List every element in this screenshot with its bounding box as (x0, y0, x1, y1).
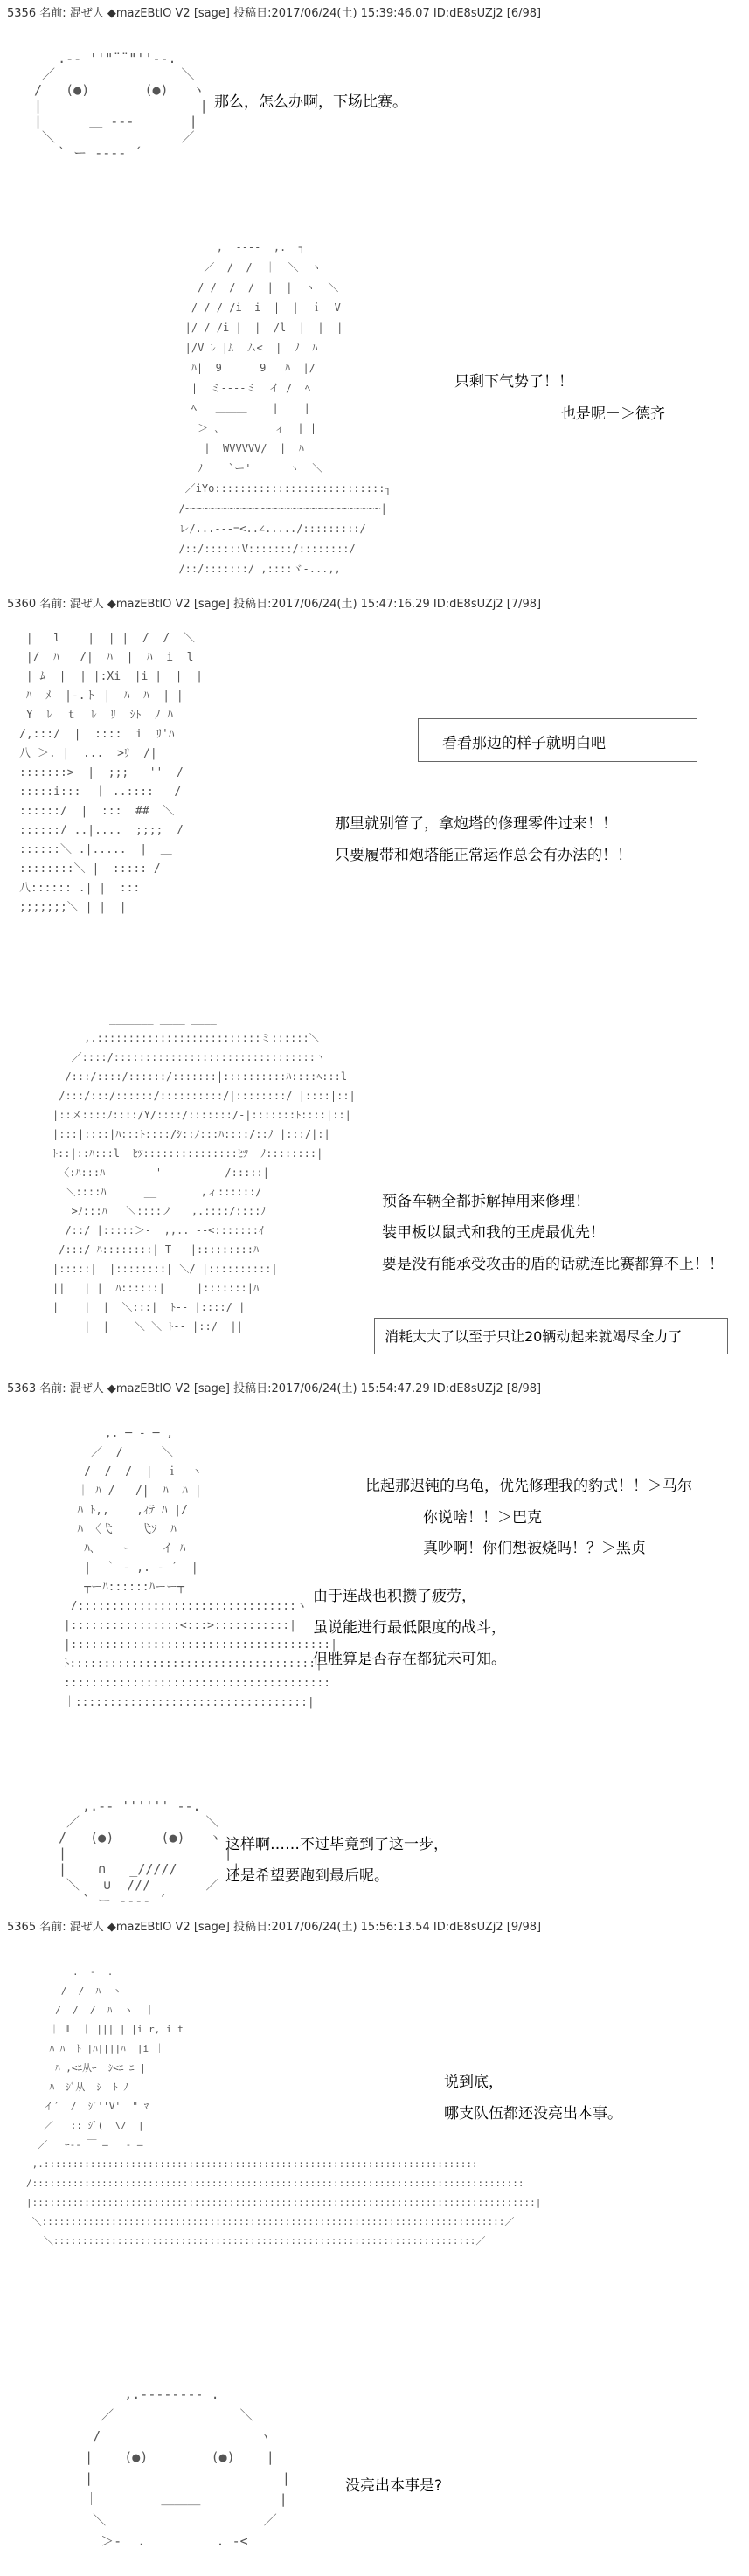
dialogue-line: 那里就别管了，拿炮塔的修理零件过来！！ (335, 815, 617, 833)
dialogue-line: 你说啥！！＞巴克 (423, 1509, 542, 1527)
ascii-art-face: .-‐ ''"¨¨"''‐-. ／ ＼ / (●) (●) ヽ | | | ＿ -‐- | ＼ ／ ` ー ‐‐‐‐ ´ (34, 51, 208, 161)
ascii-art-face: ,.-‐‐‐‐‐‐- . ／ ＼ / ヽ | (●) (●) | | | ｜ ＿＿＿ | ＼ ／ ＞- . . -< (85, 2386, 290, 2549)
dialogue-line: 哪支队伍都还没亮出本事。 (444, 2105, 622, 2122)
dialogue-line: 消耗太大了以至于只让20辆动起来就竭尽全力了 (385, 1328, 683, 1345)
ascii-art-girl: _______ ____ ____ ,.::::::::::::::::::::::::::ミ::::::＼ ／::::/::::::::::::::::::::::::::::::::ヽ /:::/::::/::::::/:::::::|::::::::::ﾊ::::ﾍ:::l /:::/:::/::::::/::::::::::/|::::::::/ |::::|::| |::メ::::ﾉ::::/Y/::::/:::::::/-|:::::::ﾄ::::|::| |:::|::::|ﾊ:::ﾄ::::/ｼ::ﾉ:::ﾊ::::/::ﾉ |:::/|:| ﾄ::|::ﾊ:::l ﾋﾂ:::::::::::::::ﾋﾂ ﾉ::::::::| 〈:ﾊ:::ﾊ ' /:::::| ＼::::ﾊ __ ,ィ::::::/ >ﾉ:::ﾊ ＼::::ノ ,.::::/::::ﾉ /::/ |:::::＞- ,,.. -‐<:::::::ｲ /:::/ ﾊ::::::::| T |:::::::::ﾊ |:::::| |::::::::| ＼/ |::::::::::| || | | ﾊ::::::| |:::::::|ﾊ | | | ＼:::| ﾄ‐‐ |::::/ | | | ＼ ＼ ﾄ‐‐ |::/ || (52, 1013, 356, 1333)
dialogue-line: 预备车辆全都拆解掉用来修理！ (382, 1193, 590, 1210)
ascii-art-girl: . - . / / ﾊ ヽ / / / ﾊ ヽ ｜ ｜ Ⅱ ｜ ||| | |i r, i t ﾊ ﾊ ﾄ |ﾊ||||ﾊ |i ｜ ﾊ ,<ﾆ从ｰ ｼ<ﾆ ﾆ | ﾊ ｼﾞ从 ｼ ﾄ ﾉ イ´ / ｼﾞ''V' " ﾏ ／ :: ｼﾞ( \/ | ／ ｰ‐‐ ￣ ― ‐ ― ,.::::::::::::::::::::::::::::::::::::::::::::::::::::::::::::::::::::::::::: /::::::::::::::::::::::::::::::::::::::::::::::::::::::::::::::::::::::::::::::::::::: |:::::::::::::::::::::::::::::::::::::::::::::::::::::::::::::::::::::::::::::::::::::::| ＼::::::::::::::::::::::::::::::::::::::::::::::::::::::::::::::::::::::::::::::::／ ＼:::::::::::::::::::::::::::::::::::::::::::::::::::::::::::::::::::::::::／ (26, 1966, 542, 2247)
dialogue-line: 只剩下气势了！！ (454, 373, 573, 391)
dialogue-line: 说到底， (444, 2074, 503, 2091)
post-header: 5356 名前: 混ぜ人 ◆mazEBtlO V2 [sage] 投稿日:2017/06/24(土) 15:39:46.07 ID:dE8sUZj2 [6/98] (7, 7, 542, 20)
dialogue-line: 真吵啊！你们想被烧吗！？＞黑贞 (423, 1540, 646, 1557)
dialogue-line: 也是呢－＞德齐 (561, 405, 665, 423)
dialogue-line: 那么，怎么办啊，下场比赛。 (214, 93, 407, 111)
post-header: 5365 名前: 混ぜ人 ◆mazEBtlO V2 [sage] 投稿日:2017/06/24(土) 15:56:13.54 ID:dE8sUZj2 [9/98] (7, 1921, 542, 1934)
dialogue-line: 只要履带和炮塔能正常运作总会有办法的！！ (335, 847, 632, 864)
post-header: 5363 名前: 混ぜ人 ◆mazEBtlO V2 [sage] 投稿日:2017/06/24(土) 15:54:47.29 ID:dE8sUZj2 [8/98] (7, 1382, 542, 1395)
dialogue-line: 比起那迟钝的乌龟，优先修理我的豹式！！＞马尔 (365, 1478, 692, 1495)
ascii-art-crowd: | l | | | / / ＼ |/ ﾊ /| ﾊ | ﾊ i l | ﾑ | | |:Xi |i | | | ﾊ ﾒ |-.ト | ﾊ ﾊ | | Y ﾚ ｔ ﾚ ﾘ ｼﾄ ﾉ ﾊ /,:::/ | :::: i ﾘ'ﾊ 八 ＞. | ... >ﾘ /| :::::::> | ;;; '' / :::::i::: ｜ ..:::: / ::::::/ | ::: ## ＼ ::::::/ ..|.... ;;;; / ::::::＼ .|..... | ＿ ::::::::＼ | ::::: / 八:::::: .| | ::: ;;;;;;;＼ | | | (19, 632, 203, 914)
dialogue-line: 要是没有能承受攻击的盾的话就连比赛都算不上！！ (382, 1256, 724, 1273)
ascii-art-girl: ,. ─ - ─ , ／ / ｜ ＼ / / / | ｉ ヽ ｜ ﾊ / /| ﾊ ﾊ | ﾊ ﾄ,, ,ｨﾃ ﾊ |/ ﾊ 〈弋 弋ｿ ﾊ ﾊ､ ー イ ﾊ | ｀ ‐ ,. ‐ ´ | ┬ーﾊ::::::ﾊーー┬ /::::::::::::::::::::::::::::::::ヽ |::::::::::::::::<:::>:::::::::::| |::::::::::::::::::::::::::::::::::::::| ﾄ::::::::::::::::::::::::::::::::::::| ::::::::::::::::::::::::::::::::::::::: ｜::::::::::::::::::::::::::::::::::| (63, 1427, 337, 1709)
ascii-art-girl: , -‐‐- ,. ┐ ／ / / ｜ ＼ ヽ / / / / | | ヽ ＼ / / / /i i | | ｉ V |/ / /i | | /l | | | |/V ﾚ |ﾑ ム< | ﾉ ﾊ ﾊ| 9 9 ﾊ |/ | ミ-‐‐‐ミ イ / ﾍ ﾍ ＿＿＿ | | | ＞ ､ ＿ ィ | | | WVVVVV/ | ﾊ ﾉ `ー' ヽ ＼ ／iYo:::::::::::::::::::::::::::┐ /~~~~~~~~~~~~~~~~~~~~~~~~~~~~~~~| レ/...---=<..∠...../:::::::::/ /::/::::::V:::::::/::::::::/ /::/:::::::/ ,::::ヾ-...,, (178, 241, 392, 575)
dialogue-line: 看看那边的样子就明白吧 (442, 735, 606, 752)
dialogue-line: 装甲板以鼠式和我的王虎最优先！ (382, 1224, 605, 1242)
ascii-art-face: ,.-‐ '''''' ‐-. ／ ＼ / (●) (●) ヽ | | | ∩ _///// | ＼ ∪ /// ／ ` ー ‐‐‐‐ ´ (59, 1798, 240, 1908)
dialogue-line: 虽说能进行最低限度的战斗， (313, 1619, 506, 1637)
dialogue-line: 还是希望要跑到最后呢。 (225, 1867, 389, 1885)
dialogue-line: 这样啊……不过毕竟到了这一步， (225, 1836, 448, 1853)
dialogue-line: 但胜算是否存在都犹未可知。 (313, 1651, 506, 1668)
dialogue-line: 没亮出本事是? (345, 2477, 443, 2495)
post-header: 5360 名前: 混ぜ人 ◆mazEBtlO V2 [sage] 投稿日:2017/06/24(土) 15:47:16.29 ID:dE8sUZj2 [7/98] (7, 598, 542, 611)
dialogue-line: 由于连战也积攒了疲劳， (313, 1588, 476, 1605)
